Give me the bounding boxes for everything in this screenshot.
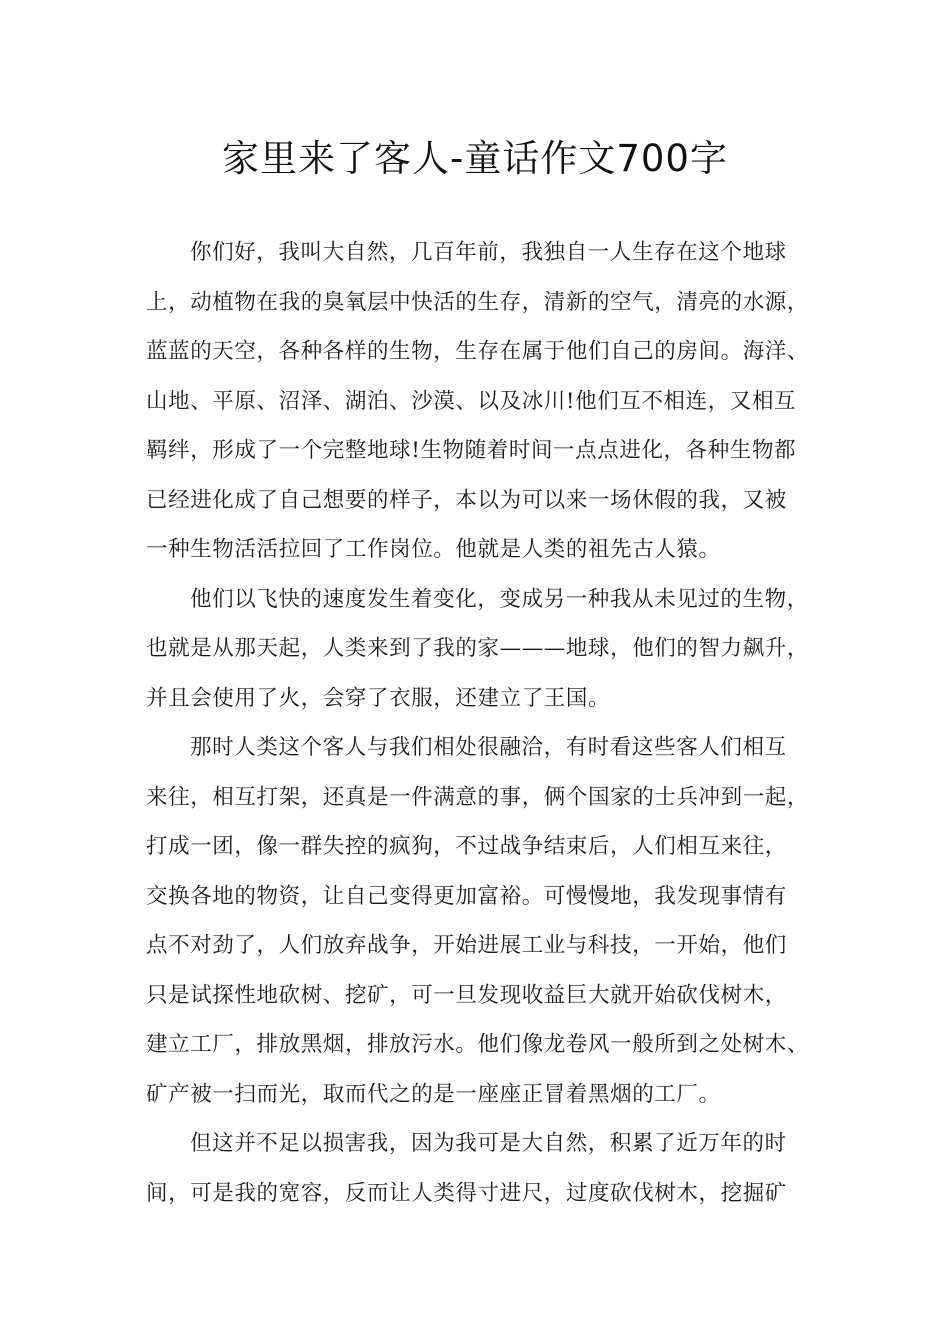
body-line: 矿产被一扫而光，取而代之的是一座座正冒着黑烟的工厂。 — [146, 1081, 721, 1107]
body-line: 但这并不足以损害我，因为我可是大自然，积累了近万年的时 — [190, 1131, 787, 1156]
body-line: 间，可是我的宽容，反而让人类得寸进尺，过度砍伐树木，挖掘矿 — [146, 1180, 787, 1206]
body-line: 建立工厂，排放黑烟，排放污水。他们像龙卷风一般所到之处树木、 — [146, 1032, 810, 1057]
body-line: 交换各地的物资，让自己变得更加富裕。可慢慢地，我发现事情有 — [146, 883, 787, 909]
body-line: 已经进化成了自己想要的样子，本以为可以来一场休假的我，又被 — [146, 487, 787, 513]
body-line: 也就是从那天起，人类来到了我的家———地球，他们的智力飙升， — [146, 636, 810, 661]
body-line: 羁绊，形成了一个完整地球!生物随着时间一点点进化，各种生物都 — [146, 438, 797, 463]
body-line: 并且会使用了火，会穿了衣服，还建立了王国。 — [146, 685, 611, 711]
body-line: 打成一团，像一群失控的疯狗，不过战争结束后，人们相互来往， — [146, 834, 787, 859]
body-line: 那时人类这个客人与我们相处很融洽，有时看这些客人们相互 — [190, 735, 787, 760]
document-title: 家里来了客人-童话作文700字 — [222, 137, 728, 180]
body-line: 山地、平原、沼泽、湖泊、沙漠、以及冰川!他们互不相连，又相互 — [146, 388, 797, 414]
body-line: 只是试探性地砍树、挖矿，可一旦发现收益巨大就开始砍伐树木， — [146, 982, 787, 1008]
body-line: 你们好，我叫大自然，几百年前，我独自一人生存在这个地球 — [190, 240, 787, 265]
document-body — [146, 228, 826, 1218]
body-line: 来往，相互打架，还真是一件满意的事，俩个国家的士兵冲到一起， — [146, 784, 810, 810]
body-line: 点不对劲了，人们放弃战争，开始进展工业与科技，一开始，他们 — [146, 933, 787, 958]
body-line: 蓝蓝的天空，各种各样的生物，生存在属于他们自己的房间。海洋、 — [146, 339, 810, 364]
body-line: 上，动植物在我的臭氧层中快活的生存，清新的空气，清亮的水源， — [146, 289, 810, 315]
body-line: 一种生物活活拉回了工作岗位。他就是人类的祖先古人猿。 — [146, 537, 721, 562]
body-line: 他们以飞快的速度发生着变化，变成另一种我从未见过的生物， — [190, 586, 809, 612]
